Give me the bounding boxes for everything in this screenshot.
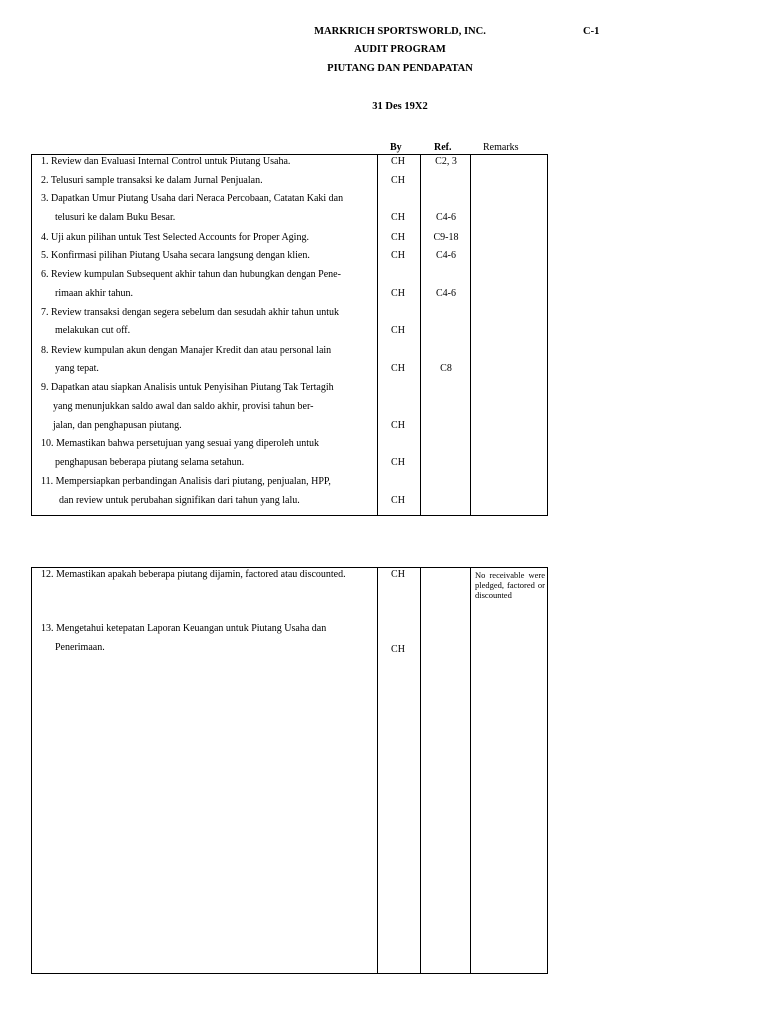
step-13-by: CH	[391, 644, 405, 655]
step-12-remarks: No receivable were pledged, factored or discounted	[475, 570, 545, 600]
step-2-line: 2. Telusuri sample transaksi ke dalam Jurnal Penjualan.	[41, 175, 263, 186]
divider-remarks	[470, 155, 471, 515]
audit-steps-table-1	[31, 154, 548, 516]
step-10-line: 10. Memastikan bahwa persetujuan yang sesuai yang diperoleh untuk	[41, 438, 319, 449]
company-name: MARKRICH SPORTSWORLD, INC.	[314, 26, 486, 37]
column-header-by: By	[390, 142, 402, 153]
step-9-line: 9. Dapatkan atau siapkan Analisis untuk Penyisihan Piutang Tak Tertagih	[41, 382, 334, 393]
step-12-by: CH	[391, 569, 405, 580]
step-8-line: 8. Review kumpulan akun dengan Manajer Kredit dan atau personal lain	[41, 345, 332, 356]
step-9-line-cont-2: jalan, dan penghapusan piutang.	[53, 420, 182, 431]
step-4-by: CH	[391, 232, 405, 243]
step-5-by: CH	[391, 250, 405, 261]
step-2-by: CH	[391, 175, 405, 186]
step-5-line: 5. Konfirmasi pilihan Piutang Usaha secara langsung dengan klien.	[41, 250, 310, 261]
step-9-line-cont-1: yang menunjukkan saldo awal dan saldo akhir, provisi tahun ber-	[53, 401, 314, 412]
column-header-remarks: Remarks	[483, 142, 519, 153]
step-13-line-cont: Penerimaan.	[55, 642, 105, 653]
column-header-ref: Ref.	[434, 142, 452, 153]
step-10-by: CH	[391, 457, 405, 468]
step-5-ref: C4-6	[436, 250, 456, 261]
step-7-line: 7. Review transaksi dengan segera sebelum dan sesudah akhir tahun untuk	[41, 307, 339, 318]
step-8-line-cont: yang tepat.	[55, 363, 99, 374]
step-4-line: 4. Uji akun pilihan untuk Test Selected Accounts for Proper Aging.	[41, 232, 309, 243]
divider-by	[377, 568, 378, 973]
divider-ref	[420, 568, 421, 973]
step-6-by: CH	[391, 288, 405, 299]
step-7-line-cont: melakukan cut off.	[55, 325, 131, 336]
step-12-line: 12. Memastikan apakah beberapa piutang dijamin, factored atau discounted.	[41, 569, 346, 580]
step-3-ref: C4-6	[436, 212, 456, 223]
area-title: PIUTANG DAN PENDAPATAN	[327, 63, 473, 74]
workpaper-code: C-1	[583, 26, 600, 37]
step-6-line: 6. Review kumpulan Subsequent akhir tahun dan hubungkan dengan Pene-	[41, 269, 341, 280]
period-date: 31 Des 19X2	[372, 101, 428, 112]
step-1-by: CH	[391, 156, 405, 167]
audit-steps-table-2	[31, 567, 548, 974]
step-9-by: CH	[391, 420, 405, 431]
step-11-line: 11. Mempersiapkan perbandingan Analisis dari piutang, penjualan, HPP,	[41, 476, 331, 487]
step-3-by: CH	[391, 212, 405, 223]
step-6-line-cont: rimaan akhir tahun.	[55, 288, 134, 299]
step-10-line-cont: penghapusan beberapa piutang selama setahun.	[55, 457, 245, 468]
step-11-line-cont: dan review untuk perubahan signifikan dari tahun yang lalu.	[59, 495, 300, 506]
program-title: AUDIT PROGRAM	[354, 44, 446, 55]
step-4-ref: C9-18	[433, 232, 459, 243]
step-7-by: CH	[391, 325, 405, 336]
divider-remarks	[470, 568, 471, 973]
step-8-by: CH	[391, 363, 405, 374]
step-1-line: 1. Review dan Evaluasi Internal Control untuk Piutang Usaha.	[41, 156, 291, 167]
step-1-ref: C2, 3	[435, 156, 457, 167]
step-11-by: CH	[391, 495, 405, 506]
divider-ref	[420, 155, 421, 515]
step-3-line: 3. Dapatkan Umur Piutang Usaha dari Neraca Percobaan, Catatan Kaki dan	[41, 193, 344, 204]
step-6-ref: C4-6	[436, 288, 456, 299]
step-3-line-cont: telusuri ke dalam Buku Besar.	[55, 212, 176, 223]
step-13-line: 13. Mengetahui ketepatan Laporan Keuangan untuk Piutang Usaha dan	[41, 623, 327, 634]
step-8-ref: C8	[440, 363, 452, 374]
